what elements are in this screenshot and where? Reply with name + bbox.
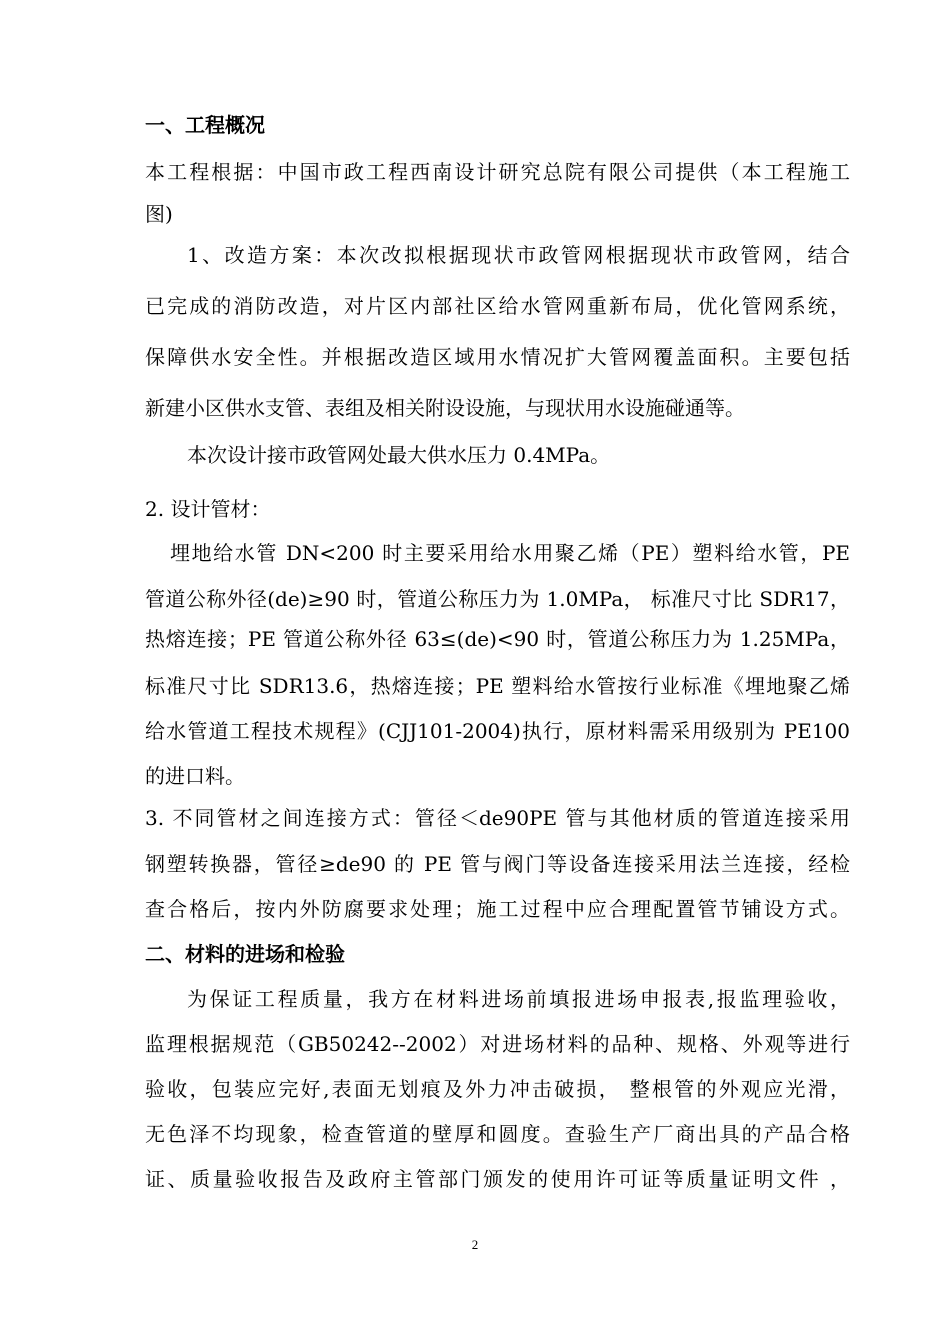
page-number: 2 [471,1237,479,1252]
paragraph-line: 管道公称外径(de)≥90 时，管道公称压力为 1.0MPa， 标准尺寸比 SDR17， [145,587,850,611]
section-heading: 二、材料的进场和检验 [145,942,345,966]
paragraph-line: 新建小区供水支管、表组及相关附设设施，与现状用水设施碰通等。 [145,396,745,420]
paragraph-line: 1、改造方案：本次改拟根据现状市政管网根据现状市政管网，结合 [187,243,850,267]
paragraph-line: 钢塑转换器，管径≥de90 的 PE 管与阀门等设备连接采用法兰连接，经检 [145,852,850,876]
paragraph-line: 图) [145,202,173,226]
paragraph-line: 的进口料。 [145,764,245,788]
paragraph-line: 本工程根据：中国市政工程西南设计研究总院有限公司提供（本工程施工 [145,160,850,184]
paragraph-line: 标准尺寸比 SDR13.6，热熔连接；PE 塑料给水管按行业标准《埋地聚乙烯 [145,674,850,698]
paragraph-line: 已完成的消防改造，对片区内部社区给水管网重新布局，优化管网系统， [145,294,850,318]
paragraph-line: 证、质量验收报告及政府主管部门颁发的使用许可证等质量证明文件 ， [145,1167,850,1191]
paragraph-line: 热熔连接；PE 管道公称外径 63≤(de)<90 时，管道公称压力为 1.25MPa， [145,627,850,651]
paragraph-line: 验收，包装应完好,表面无划痕及外力冲击破损， 整根管的外观应光滑， [145,1077,850,1101]
paragraph-line: 保障供水安全性。并根据改造区域用水情况扩大管网覆盖面积。主要包括 [145,345,850,369]
paragraph-line: 监理根据规范（GB50242--2002）对进场材料的品种、规格、外观等进行 [145,1032,850,1056]
paragraph-line: 无色泽不均现象，检查管道的壁厚和圆度。查验生产厂商出具的产品合格 [145,1122,850,1146]
paragraph-line: 3. 不同管材之间连接方式：管径＜de90PE 管与其他材质的管道连接采用 [145,806,850,830]
paragraph-line: 查合格后，按内外防腐要求处理；施工过程中应合理配置管节铺设方式。 [145,897,850,921]
paragraph-line: 埋地给水管 DN<200 时主要采用给水用聚乙烯（PE）塑料给水管，PE [170,541,850,565]
section-heading: 一、工程概况 [145,113,265,137]
paragraph-line: 2. 设计管材： [145,497,271,521]
paragraph-line: 给水管道工程技术规程》(CJJ101-2004)执行，原材料需采用级别为 PE100 [145,719,850,743]
paragraph-line: 本次设计接市政管网处最大供水压力 0.4MPa。 [187,443,611,467]
paragraph-line: 为保证工程质量，我方在材料进场前填报进场申报表,报监理验收， [187,987,850,1011]
